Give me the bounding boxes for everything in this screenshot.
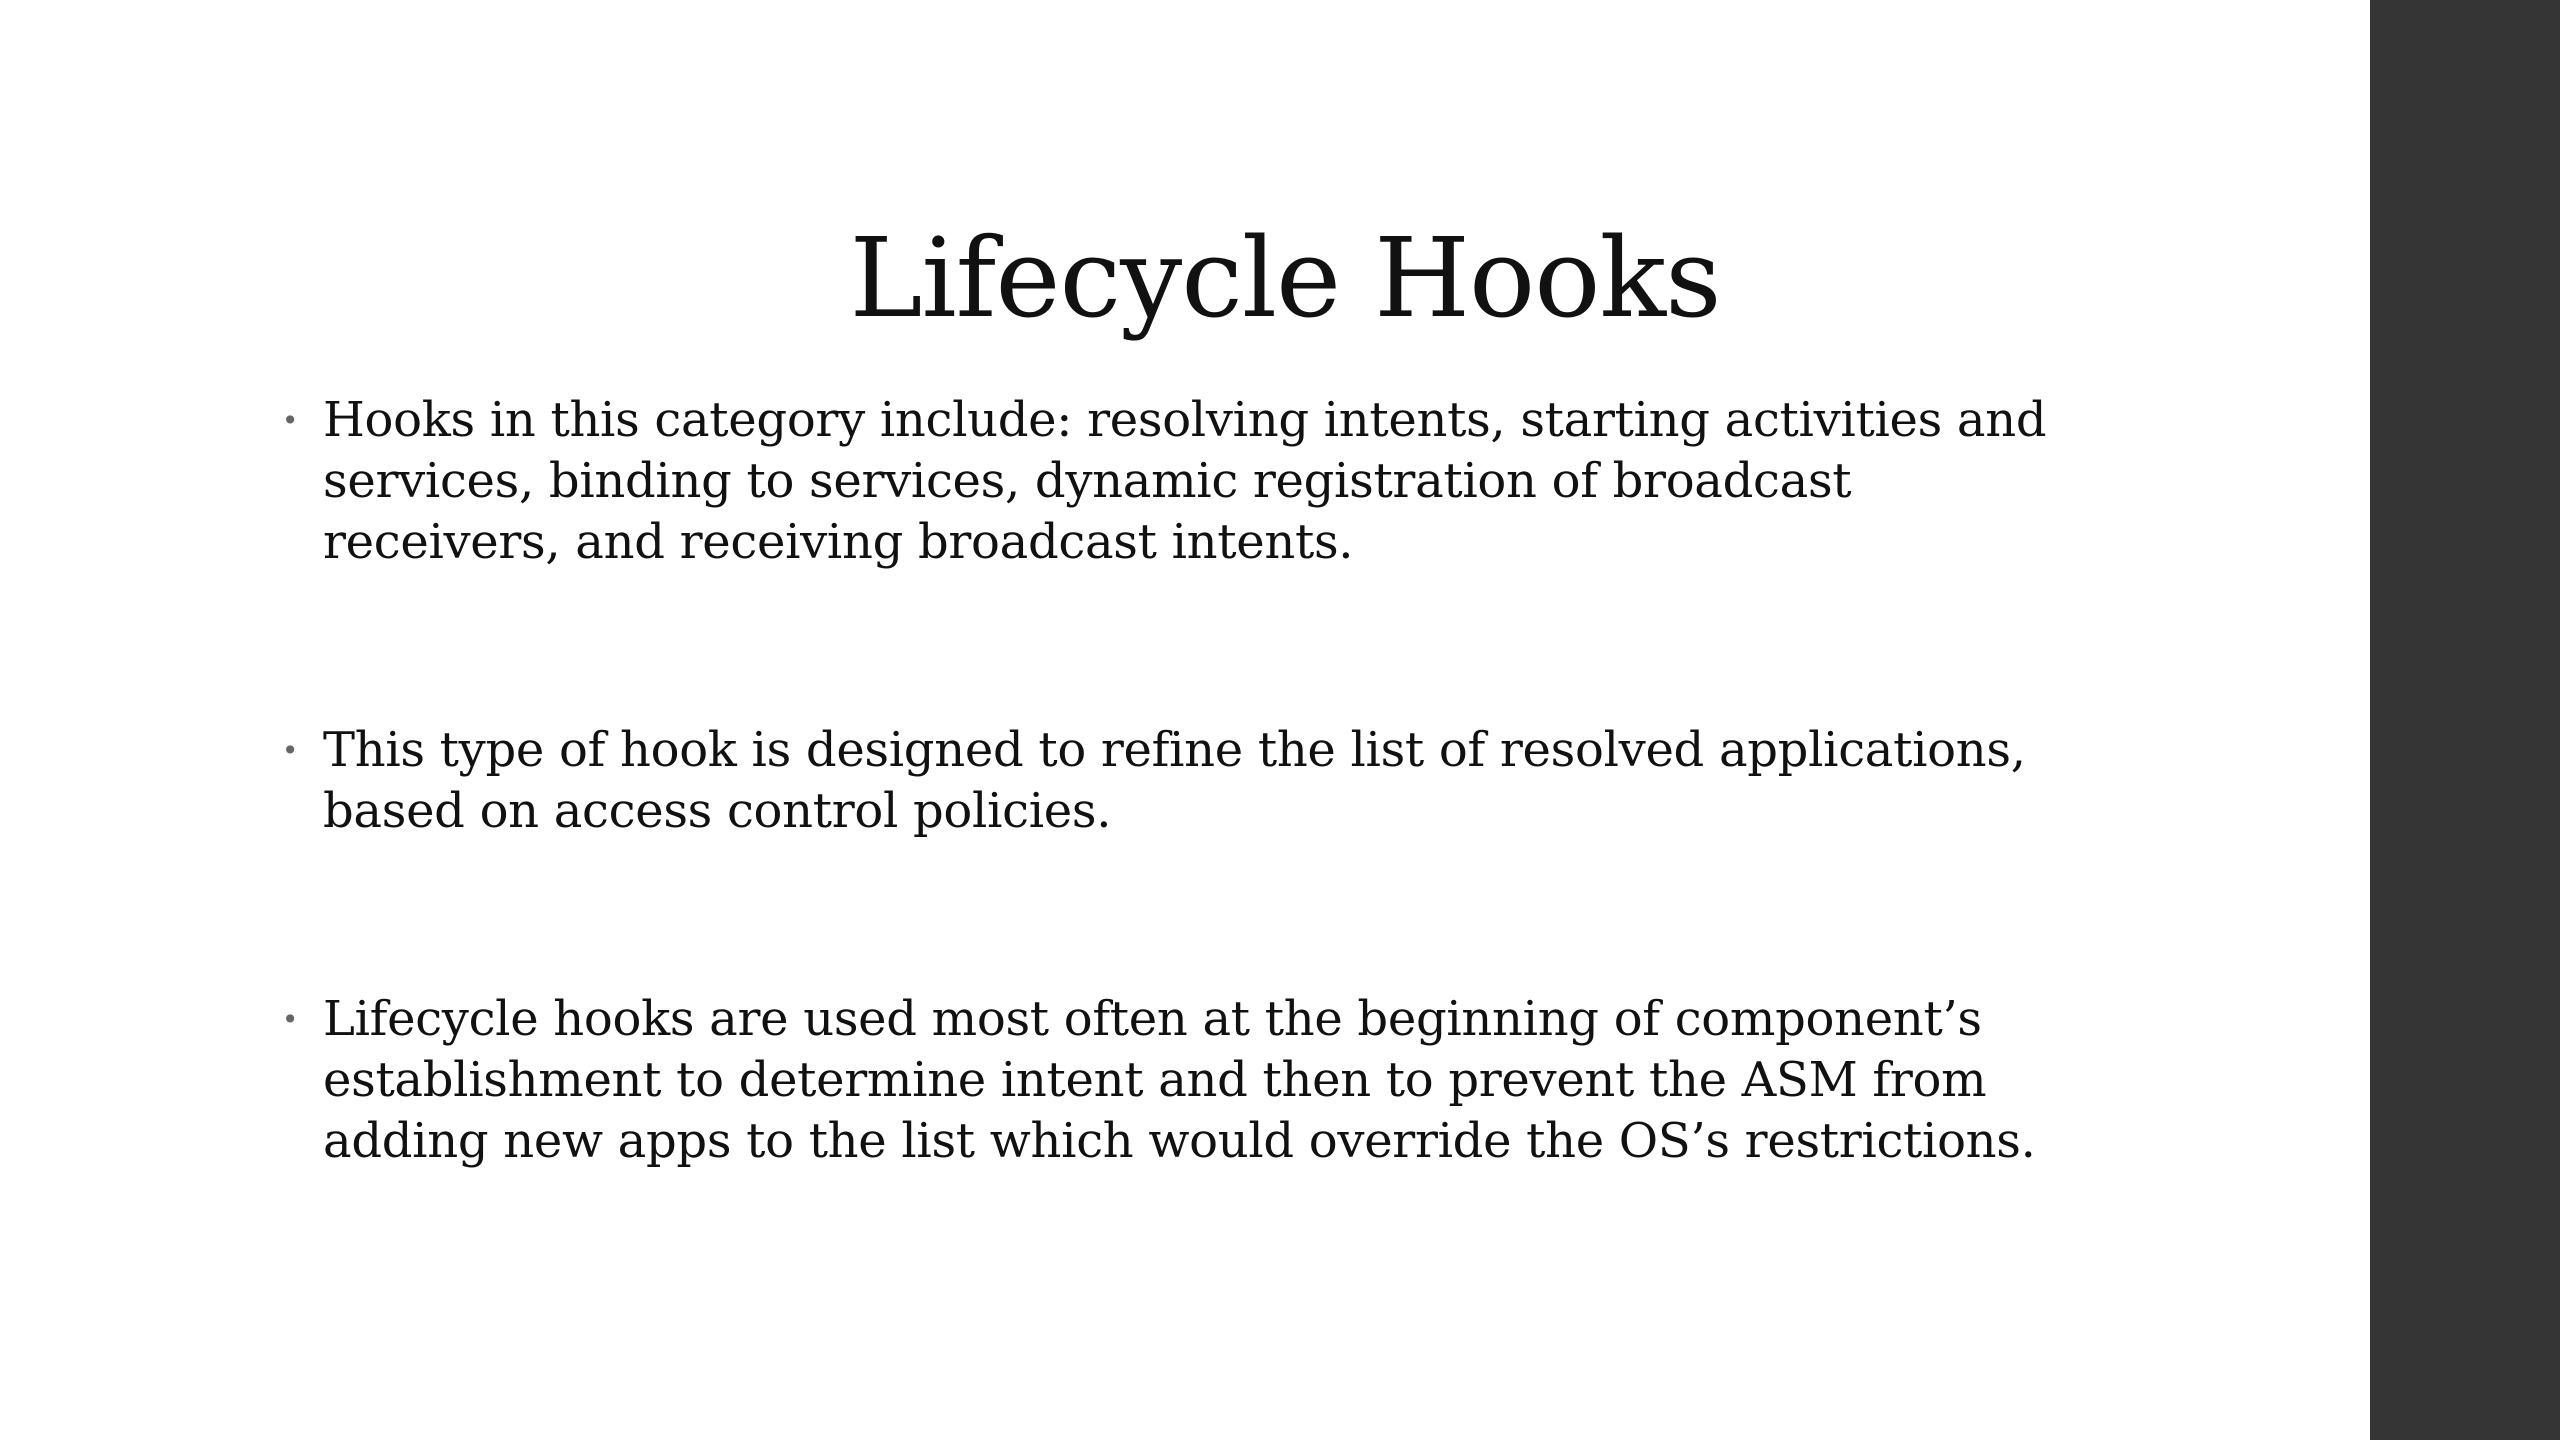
bullet-icon: • xyxy=(281,1003,299,1036)
bullet-icon: • xyxy=(281,404,299,437)
side-bar xyxy=(2370,0,2560,1440)
bullet-text: This type of hook is designed to refine the list of resolved applications, based on access control policies. xyxy=(323,722,2026,839)
slide-title: Lifecycle Hooks xyxy=(849,214,1721,342)
bullet-item xyxy=(280,989,2100,1172)
bullet-list xyxy=(280,390,2100,1172)
bullet-text: Hooks in this category include: resolving intents, starting activities and services, binding to services, dynamic registration of broadcast receivers, and receiving broadcast intents. xyxy=(323,392,2047,570)
bullet-icon: • xyxy=(281,734,299,767)
bullet-item xyxy=(280,720,2100,842)
bullet-item xyxy=(280,390,2100,573)
bullet-text: Lifecycle hooks are used most often at the beginning of component’s establishment to determine intent and then to prevent the ASM from adding new apps to the list which would override the OS’s restrictions. xyxy=(323,991,2036,1169)
